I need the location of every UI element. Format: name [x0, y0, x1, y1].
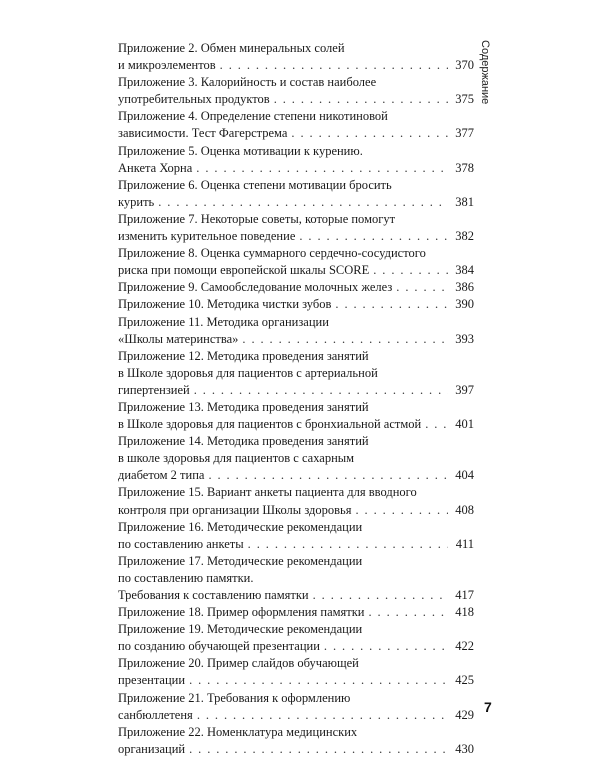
toc-page-number: 378	[455, 160, 474, 175]
toc-page-number: 377	[455, 126, 474, 141]
toc-entry-last-line	[118, 536, 474, 553]
toc-entry-title-line: Приложение 7. Некоторые советы, которые помогут	[118, 211, 396, 226]
toc-page-number: 430	[455, 741, 474, 756]
toc-entry-last-line	[118, 467, 474, 484]
toc-entry[interactable]	[118, 433, 474, 484]
toc-entry[interactable]	[118, 724, 474, 758]
toc-entry-title-line: Приложение 12. Методика проведения занятий	[118, 348, 369, 363]
toc-entry-title-line: в Школе здоровья для пациентов с артериальной	[118, 365, 378, 380]
toc-page-number: 382	[455, 229, 474, 244]
dot-leader	[356, 502, 449, 519]
dot-leader	[373, 262, 448, 279]
dot-leader	[299, 228, 448, 245]
toc-entry-title-line: Приложение 9. Самообследование молочных желез	[118, 280, 393, 295]
dot-leader	[189, 741, 448, 758]
running-header-section-title: Содержание	[479, 40, 491, 105]
dot-leader	[335, 296, 448, 313]
toc-entry-title-line: Приложение 16. Методические рекомендации	[118, 519, 363, 534]
dot-leader	[220, 57, 448, 74]
toc-entry-last-line	[118, 279, 474, 296]
dot-leader	[313, 587, 448, 604]
dot-leader	[291, 125, 448, 142]
toc-entry-title-line: по составлению памятки.	[118, 570, 254, 585]
toc-entry-title-line: Приложение 20. Пример слайдов обучающей	[118, 656, 359, 671]
dot-leader	[425, 416, 448, 433]
toc-page-number: 411	[455, 536, 474, 551]
toc-entry[interactable]	[118, 519, 474, 553]
toc-entry[interactable]	[118, 245, 474, 279]
toc-entry-title-line: Приложение 4. Определение степени никотиновой	[118, 109, 388, 124]
dot-leader	[196, 160, 448, 177]
page-number: 7	[484, 699, 492, 715]
dot-leader	[369, 604, 449, 621]
dot-leader	[208, 467, 448, 484]
toc-entry-title-line: Приложение 15. Вариант анкеты пациента для вводного	[118, 485, 417, 500]
toc-page-number: 397	[455, 382, 474, 397]
toc-entry[interactable]	[118, 279, 474, 296]
toc-page-number: 386	[455, 280, 474, 295]
dot-leader	[324, 638, 448, 655]
toc-entry[interactable]	[118, 74, 474, 108]
toc-page-number: 417	[455, 588, 474, 602]
toc-entry-title-line: Приложение 13. Методика проведения занятий	[118, 399, 369, 414]
toc-entry[interactable]	[118, 108, 474, 142]
toc-entry[interactable]	[118, 314, 474, 348]
toc-entry[interactable]	[118, 40, 474, 74]
toc-page-number: 401	[455, 417, 474, 432]
table-of-contents	[118, 40, 474, 758]
toc-entry-last-line	[118, 91, 474, 108]
toc-entry[interactable]	[118, 553, 474, 604]
toc-entry[interactable]	[118, 143, 474, 177]
toc-entry-last-line	[118, 638, 474, 655]
toc-entry-title-line: презентации	[118, 673, 186, 688]
toc-entry-title-line: в школе здоровья для пациентов с сахарным	[118, 451, 355, 466]
toc-entry[interactable]	[118, 621, 474, 655]
toc-entry-title-line: Приложение 18. Пример оформления памятки	[118, 605, 365, 620]
toc-entry-title-line: организаций	[118, 741, 186, 756]
toc-page-number: 393	[455, 331, 474, 346]
toc-entry[interactable]	[118, 399, 474, 433]
toc-entry-title-line: Приложение 14. Методика проведения занятий	[118, 434, 369, 449]
toc-entry[interactable]	[118, 484, 474, 518]
toc-entry-title-line: по созданию обучающей презентации	[118, 639, 320, 654]
toc-entry-title-line: гипертензией	[118, 382, 190, 397]
toc-page-number: 422	[455, 639, 474, 654]
toc-entry-last-line	[118, 160, 474, 177]
toc-entry-last-line	[118, 741, 474, 758]
toc-entry-title-line: Приложение 5. Оценка мотивации к курению.	[118, 143, 363, 158]
toc-entry[interactable]	[118, 690, 474, 724]
toc-entry-title-line: Приложение 10. Методика чистки зубов	[118, 297, 332, 312]
toc-entry[interactable]	[118, 655, 474, 689]
toc-entry-title-line: Приложение 8. Оценка суммарного сердечно-сосудистого	[118, 246, 426, 261]
toc-page-number: 418	[455, 605, 474, 620]
toc-entry-title-line: и микроэлементов	[118, 58, 216, 73]
toc-entry-title-line: Приложение 6. Оценка степени мотивации бросить	[118, 177, 392, 192]
toc-entry-title-line: Приложение 11. Методика организации	[118, 314, 329, 329]
toc-page-number: 375	[455, 92, 474, 107]
toc-entry-last-line	[118, 416, 474, 433]
toc-entry-last-line	[118, 296, 474, 313]
toc-page-number: 390	[455, 297, 474, 312]
toc-page-number: 429	[455, 707, 474, 722]
toc-entry-title-line: риска при помощи европейской шкалы SCORE	[118, 263, 370, 278]
toc-entry-title-line: Требования к составлению памятки	[118, 588, 309, 602]
toc-entry-title-line: контроля при организации Школы здоровья	[118, 502, 352, 517]
toc-entry-title-line: изменить курительное поведение	[118, 229, 296, 244]
toc-entry-title-line: Приложение 3. Калорийность и состав наиболее	[118, 75, 377, 90]
toc-page-number: 370	[455, 58, 474, 73]
toc-page-number: 384	[455, 263, 474, 278]
toc-entry-title-line: Анкета Хорна	[118, 160, 193, 175]
dot-leader	[396, 279, 448, 296]
dot-leader	[242, 331, 448, 348]
toc-entry-title-line: курить	[118, 194, 155, 209]
toc-entry-last-line	[118, 228, 474, 245]
dot-leader	[194, 382, 448, 399]
toc-entry-title-line: Приложение 2. Обмен минеральных солей	[118, 41, 345, 55]
toc-entry-title-line: в Школе здоровья для пациентов с бронхиальной астмой	[118, 417, 422, 432]
toc-entry-last-line	[118, 382, 474, 399]
toc-entry-title-line: Приложение 21. Требования к оформлению	[118, 690, 351, 705]
dot-leader	[274, 91, 448, 108]
toc-entry[interactable]	[118, 604, 474, 621]
toc-entry-last-line	[118, 262, 474, 279]
toc-entry-title-line: диабетом 2 типа	[118, 468, 205, 483]
dot-leader	[158, 194, 448, 211]
dot-leader	[189, 672, 448, 689]
toc-entry-last-line	[118, 672, 474, 689]
toc-entry-title-line: Приложение 19. Методические рекомендации	[118, 622, 363, 637]
toc-page-number: 404	[455, 468, 474, 483]
toc-entry-title-line: Приложение 22. Номенклатура медицинских	[118, 724, 358, 739]
toc-entry-last-line	[118, 502, 474, 519]
toc-entry-last-line	[118, 57, 474, 74]
dot-leader	[248, 536, 448, 553]
toc-entry-title-line: по составлению анкеты	[118, 536, 244, 551]
toc-entry-title-line: зависимости. Тест Фагерстрема	[118, 126, 288, 141]
toc-entry[interactable]	[118, 177, 474, 211]
toc-entry-title-line: употребительных продуктов	[118, 92, 270, 107]
toc-entry-title-line: Приложение 17. Методические рекомендации	[118, 553, 363, 568]
toc-entry-last-line	[118, 125, 474, 142]
toc-entry-last-line	[118, 194, 474, 211]
toc-page-number: 408	[455, 502, 474, 517]
dot-leader	[197, 707, 448, 724]
toc-entry[interactable]	[118, 348, 474, 399]
toc-page-number: 381	[455, 194, 474, 209]
toc-entry-title-line: «Школы материнства»	[118, 331, 239, 346]
toc-entry-last-line	[118, 707, 474, 724]
toc-entry[interactable]	[118, 211, 474, 245]
toc-page-number: 425	[455, 673, 474, 688]
toc-entry-last-line	[118, 604, 474, 621]
toc-entry-last-line	[118, 587, 474, 604]
toc-entry-last-line	[118, 331, 474, 348]
toc-entry[interactable]	[118, 296, 474, 313]
toc-entry-title-line: санбюллетеня	[118, 707, 193, 722]
